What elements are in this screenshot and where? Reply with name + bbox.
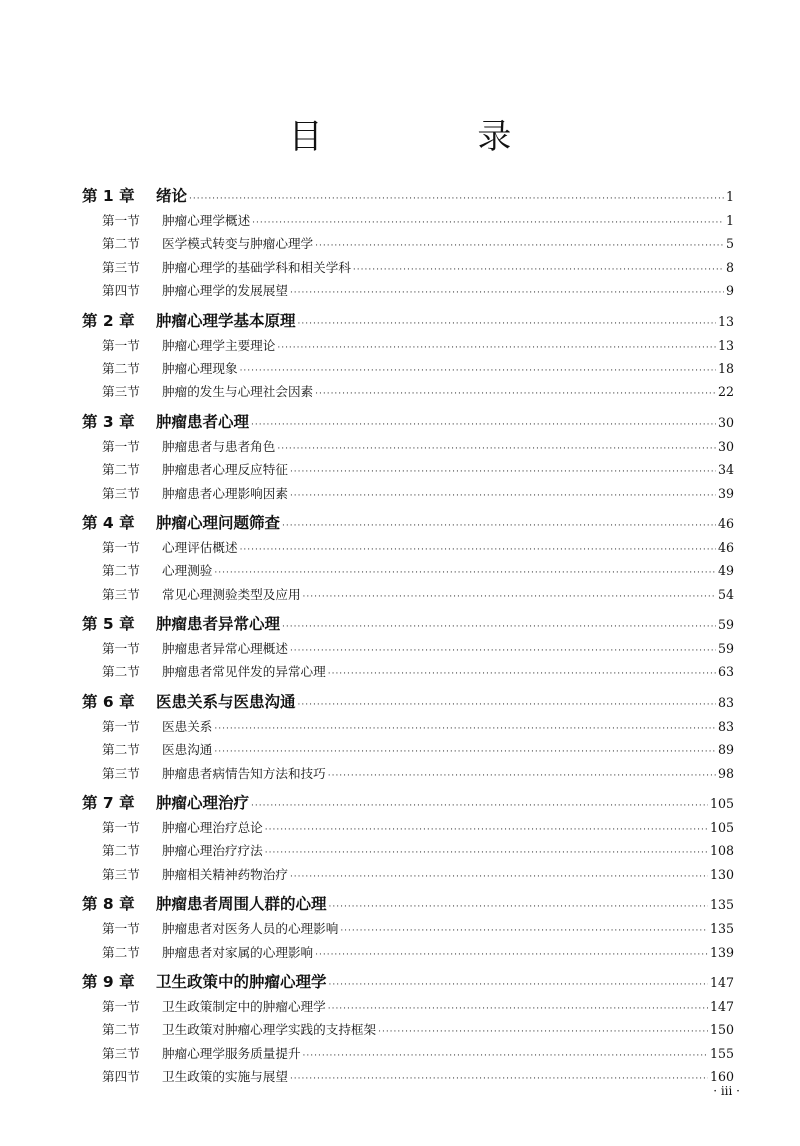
chapter-page-number: 59	[717, 617, 734, 633]
section-page-number: 150	[709, 1022, 734, 1038]
section-page-number: 135	[709, 921, 734, 937]
section-number: 第四节	[102, 283, 140, 299]
toc-chapter-entry[interactable]	[82, 968, 734, 996]
chapter-number: 第 1 章	[82, 187, 135, 205]
chapter-number: 第 8 章	[82, 895, 135, 914]
toc-chapter-entry[interactable]	[82, 610, 734, 638]
dot-leader	[353, 259, 724, 282]
section-title: 肿瘤患者常见伴发的异常心理	[162, 664, 326, 680]
chapter-number: 第 6 章	[82, 692, 135, 711]
chapter-number: 第 7 章	[82, 794, 135, 813]
dot-leader	[290, 866, 708, 889]
toc-section-entry[interactable]	[82, 380, 734, 403]
section-number: 第二节	[102, 742, 140, 758]
section-title: 肿瘤患者对医务人员的心理影响	[162, 921, 339, 937]
section-page-number: 54	[717, 586, 734, 602]
section-number: 第二节	[102, 843, 140, 859]
section-number: 第二节	[102, 664, 140, 680]
section-page-number: 98	[717, 765, 734, 781]
dot-leader	[315, 944, 708, 967]
toc-chapter-entry[interactable]	[82, 509, 734, 537]
section-title: 肿瘤心理学的基础学科和相关学科	[162, 259, 351, 275]
toc-section-entry[interactable]	[82, 559, 734, 582]
toc-section-entry[interactable]	[82, 816, 734, 839]
section-title: 肿瘤相关精神药物治疗	[162, 866, 288, 882]
section-number: 第二节	[102, 462, 140, 478]
section-title: 肿瘤心理治疗疗法	[162, 843, 263, 859]
dot-leader	[328, 998, 708, 1021]
toc-section-entry[interactable]	[82, 863, 734, 886]
section-title: 医患沟通	[162, 742, 213, 758]
chapter-title: 肿瘤患者异常心理	[156, 615, 281, 634]
section-title: 卫生政策对肿瘤心理学实践的支持框架	[162, 1022, 377, 1038]
section-page-number: 39	[717, 485, 734, 501]
section-title: 肿瘤心理学的发展展望	[162, 283, 288, 299]
toc-section-entry[interactable]	[82, 1042, 734, 1065]
section-title: 医患关系	[162, 718, 213, 734]
section-number: 第一节	[102, 438, 140, 454]
chapter-page-number: 13	[717, 313, 734, 329]
toc-section-entry[interactable]	[82, 482, 734, 505]
toc-section-entry[interactable]	[82, 209, 734, 232]
dot-leader	[277, 337, 716, 360]
section-number: 第三节	[102, 485, 140, 501]
toc-section-entry[interactable]	[82, 357, 734, 380]
section-page-number: 1	[725, 213, 734, 228]
section-title: 肿瘤患者异常心理概述	[162, 641, 288, 657]
dot-leader	[252, 212, 724, 235]
section-number: 第一节	[102, 539, 140, 555]
chapter-page-number: 83	[717, 694, 734, 710]
dot-leader	[214, 718, 716, 741]
section-number: 第一节	[102, 921, 140, 937]
section-number: 第一节	[102, 213, 140, 228]
toc-chapter-entry[interactable]	[82, 688, 734, 716]
section-page-number: 9	[725, 283, 734, 299]
dot-leader	[251, 792, 708, 820]
toc-section-entry[interactable]	[82, 762, 734, 785]
section-title: 卫生政策制定中的肿瘤心理学	[162, 998, 326, 1014]
dot-leader	[282, 512, 716, 540]
chapter-number: 第 5 章	[82, 615, 135, 634]
section-number: 第二节	[102, 236, 140, 252]
chapter-page-number: 105	[709, 796, 734, 812]
section-page-number: 13	[717, 337, 734, 353]
dot-leader	[303, 1045, 708, 1068]
section-title: 肿瘤患者与患者角色	[162, 438, 276, 454]
dot-leader	[189, 185, 724, 213]
section-number: 第二节	[102, 944, 140, 960]
section-page-number: 30	[717, 438, 734, 454]
dot-leader	[298, 691, 716, 719]
dot-leader	[290, 640, 716, 663]
dot-leader	[290, 1068, 708, 1091]
section-page-number: 34	[717, 462, 734, 478]
toc-section-entry[interactable]	[82, 583, 734, 606]
section-number: 第三节	[102, 1045, 140, 1061]
toc-section-entry[interactable]	[82, 715, 734, 738]
dot-leader	[290, 485, 716, 508]
toc-chapter-entry[interactable]	[82, 789, 734, 817]
toc-chapter-entry[interactable]	[82, 408, 734, 436]
chapter-title: 肿瘤患者周围人群的心理	[156, 895, 327, 914]
chapter-title: 肿瘤患者心理	[156, 412, 250, 431]
dot-leader	[277, 438, 716, 461]
section-title: 肿瘤患者病情告知方法和技巧	[162, 765, 326, 781]
page-title: 目 录	[288, 117, 584, 157]
section-title: 肿瘤心理现象	[162, 360, 238, 376]
section-number: 第二节	[102, 563, 140, 579]
section-page-number: 49	[717, 563, 734, 579]
section-number: 第三节	[102, 765, 140, 781]
toc-chapter-entry[interactable]	[82, 890, 734, 918]
section-title: 肿瘤患者对家属的心理影响	[162, 944, 314, 960]
section-title: 肿瘤心理治疗总论	[162, 820, 263, 836]
section-number: 第一节	[102, 718, 140, 734]
toc-chapter-entry[interactable]	[82, 182, 734, 210]
toc-section-entry[interactable]	[82, 458, 734, 481]
chapter-number: 第 9 章	[82, 972, 135, 991]
chapter-title: 肿瘤心理问题筛查	[156, 513, 281, 532]
toc-section-entry[interactable]	[82, 660, 734, 683]
chapter-page-number: 1	[725, 189, 734, 204]
section-title: 常见心理测验类型及应用	[162, 586, 301, 602]
section-page-number: 147	[709, 998, 734, 1014]
toc-chapter-entry[interactable]	[82, 307, 734, 335]
section-title: 肿瘤患者心理反应特征	[162, 462, 288, 478]
section-number: 第四节	[102, 1069, 140, 1085]
section-page-number: 59	[717, 641, 734, 657]
chapter-page-number: 147	[709, 974, 734, 990]
toc-section-entry[interactable]	[82, 637, 734, 660]
section-page-number: 18	[717, 360, 734, 376]
toc-section-entry[interactable]	[82, 279, 734, 302]
section-page-number: 139	[709, 944, 734, 960]
toc-section-entry[interactable]	[82, 995, 734, 1018]
toc-section-entry[interactable]	[82, 1018, 734, 1041]
toc-section-entry[interactable]	[82, 1065, 734, 1088]
chapter-page-number: 30	[717, 414, 734, 430]
toc-section-entry[interactable]	[82, 232, 734, 255]
chapter-page-number: 135	[709, 897, 734, 913]
chapter-title: 医患关系与医患沟通	[156, 692, 296, 711]
section-number: 第一节	[102, 998, 140, 1014]
dot-leader	[329, 971, 708, 999]
toc-section-entry[interactable]	[82, 839, 734, 862]
section-page-number: 63	[717, 664, 734, 680]
chapter-number: 第 3 章	[82, 412, 135, 431]
section-number: 第二节	[102, 1022, 140, 1038]
section-title: 心理测验	[162, 563, 213, 579]
section-page-number: 130	[709, 866, 734, 882]
dot-leader	[298, 310, 716, 338]
section-page-number: 22	[717, 384, 734, 400]
section-page-number: 89	[717, 742, 734, 758]
chapter-title: 绪论	[156, 187, 188, 205]
dot-leader	[265, 819, 708, 842]
section-page-number: 83	[717, 718, 734, 734]
section-number: 第一节	[102, 820, 140, 836]
chapter-title: 卫生政策中的肿瘤心理学	[156, 972, 327, 991]
section-page-number: 108	[709, 843, 734, 859]
page-number-footer: · iii ·	[713, 1084, 740, 1098]
section-title: 医学模式转变与肿瘤心理学	[162, 236, 314, 252]
toc-section-entry[interactable]	[82, 435, 734, 458]
section-title: 心理评估概述	[162, 539, 238, 555]
section-number: 第一节	[102, 641, 140, 657]
chapter-title: 肿瘤心理学基本原理	[156, 311, 296, 330]
dot-leader	[328, 663, 716, 686]
dot-leader	[303, 586, 716, 609]
section-page-number: 105	[709, 820, 734, 836]
dot-leader	[315, 383, 716, 406]
section-number: 第二节	[102, 360, 140, 376]
dot-leader	[340, 920, 708, 943]
section-number: 第三节	[102, 384, 140, 400]
toc-section-entry[interactable]	[82, 917, 734, 940]
section-page-number: 46	[717, 539, 734, 555]
table-of-contents	[82, 182, 734, 1089]
chapter-page-number: 46	[717, 515, 734, 531]
section-title: 卫生政策的实施与展望	[162, 1069, 288, 1085]
toc-section-entry[interactable]	[82, 738, 734, 761]
section-title: 肿瘤心理学服务质量提升	[162, 1045, 301, 1061]
dot-leader	[329, 893, 708, 921]
section-number: 第三节	[102, 586, 140, 602]
section-title: 肿瘤的发生与心理社会因素	[162, 384, 314, 400]
dot-leader	[265, 842, 708, 865]
dot-leader	[315, 235, 724, 258]
dot-leader	[290, 461, 716, 484]
toc-section-entry[interactable]	[82, 941, 734, 964]
section-number: 第三节	[102, 259, 140, 275]
section-title: 肿瘤心理学主要理论	[162, 337, 276, 353]
dot-leader	[328, 765, 716, 788]
section-page-number: 155	[709, 1045, 734, 1061]
dot-leader	[251, 411, 716, 439]
section-page-number: 8	[725, 259, 734, 275]
section-number: 第三节	[102, 866, 140, 882]
dot-leader	[240, 539, 716, 562]
chapter-number: 第 2 章	[82, 311, 135, 330]
dot-leader	[378, 1021, 708, 1044]
toc-section-entry[interactable]	[82, 256, 734, 279]
section-page-number: 5	[725, 236, 734, 252]
section-title: 肿瘤心理学概述	[162, 213, 251, 228]
toc-section-entry[interactable]	[82, 536, 734, 559]
section-page-number: 160	[709, 1069, 734, 1085]
toc-section-entry[interactable]	[82, 334, 734, 357]
chapter-title: 肿瘤心理治疗	[156, 794, 250, 813]
dot-leader	[290, 282, 724, 305]
section-title: 肿瘤患者心理影响因素	[162, 485, 288, 501]
section-number: 第一节	[102, 337, 140, 353]
dot-leader	[282, 613, 716, 641]
chapter-number: 第 4 章	[82, 513, 135, 532]
